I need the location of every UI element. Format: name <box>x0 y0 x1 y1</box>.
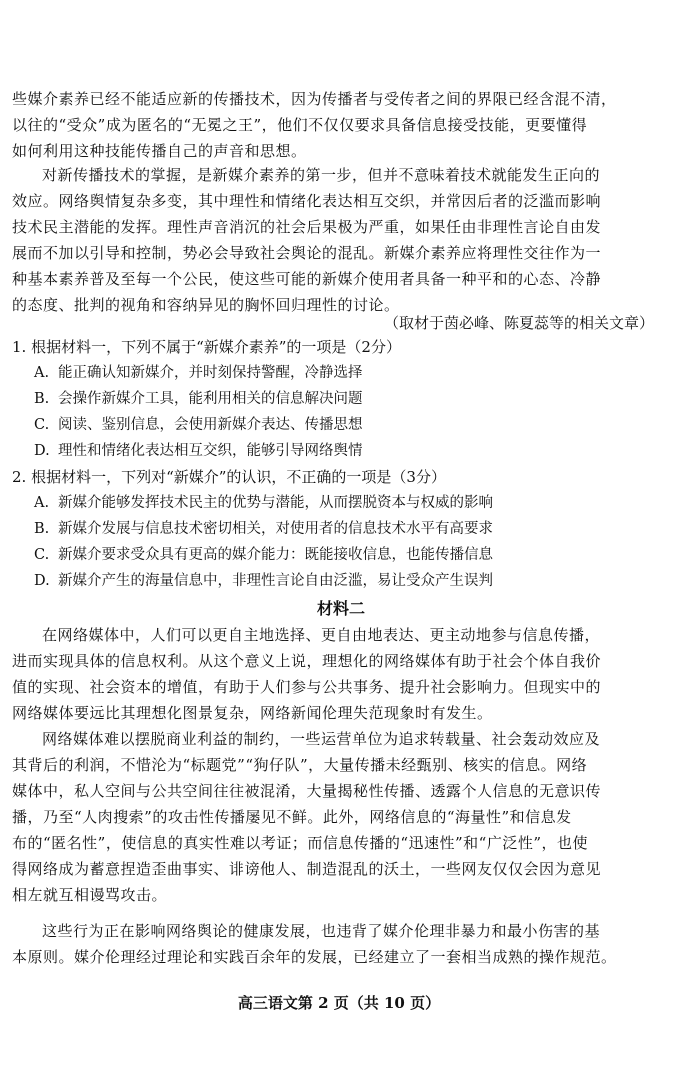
material1-paragraph-2 <box>12 162 670 318</box>
text-line: 的态度、批判的视角和容纳异见的胸怀回归理性的讨论。 <box>12 296 400 314</box>
question-2-option-a[interactable]: A. 新媒介能够发挥技术民主的优势与潜能，从而摆脱资本与权威的影响 <box>34 495 493 511</box>
text-line: 这些行为正在影响网络舆论的健康发展，也违背了媒介伦理非暴力和最小伤害的基 <box>42 922 601 940</box>
question-2-option-c[interactable]: C. 新媒介要求受众具有更高的媒介能力：既能接收信息，也能传播信息 <box>34 547 493 563</box>
text-line: 进而实现具体的信息权利。从这个意义上说，理想化的网络媒体有助于社会个体自我价 <box>12 652 602 670</box>
text-line: 网络媒体难以摆脱商业利益的制约，一些运营单位为追求转载量、社会轰动效应及 <box>42 730 601 748</box>
text-line: 技术民主潜能的发挥。理性声音消沉的社会后果极为严重，如果任由非理性言论自由发 <box>12 218 602 236</box>
question-2-option-b[interactable]: B. 新媒介发展与信息技术密切相关，对使用者的信息技术水平有高要求 <box>34 521 493 537</box>
page-footer: 高三语文第 2 页（共 10 页） <box>237 994 441 1012</box>
text-line: 对新传播技术的掌握，是新媒介素养的第一步，但并不意味着技术就能发生正向的 <box>42 166 601 184</box>
material2-paragraph-3 <box>12 918 670 970</box>
material1-tail-paragraph <box>12 86 670 164</box>
question-2-option-d[interactable]: D. 新媒介产生的海量信息中，非理性言论自由泛滥，易让受众产生误判 <box>34 573 493 589</box>
question-1-option-c[interactable]: C. 阅读、鉴别信息，会使用新媒介表达、传播思想 <box>34 417 363 433</box>
text-line: 本原则。媒介伦理经过理论和实践百余年的发展，已经建立了一套相当成熟的操作规范。 <box>12 948 617 966</box>
question-1-option-b[interactable]: B. 会操作新媒介工具，能利用相关的信息解决问题 <box>34 391 363 407</box>
question-2 <box>12 464 670 594</box>
text-line: 种基本素养普及至每一个公民，使这些可能的新媒介使用者具备一种平和的心态、冷静 <box>12 270 602 288</box>
text-line: 效应。网络舆情复杂多变，其中理性和情绪化表达相互交织，并常因后者的泛滥而影响 <box>12 192 602 210</box>
text-line: 其背后的利润，不惜沦为“标题党”“狗仔队”，大量传播未经甄别、核实的信息。网络 <box>12 756 588 774</box>
source-note: （取材于茵必峰、陈夏蕊等的相关文章） <box>383 314 654 332</box>
text-line: 在网络媒体中，人们可以更自主地选择、更自由地表达、更主动地参与信息传播， <box>42 626 601 644</box>
question-1-option-a[interactable]: A. 能正确认知新媒介，并时刻保持警醒，冷静选择 <box>34 365 363 381</box>
question-1 <box>12 334 670 464</box>
text-line: 得网络成为蓄意捏造歪曲事实、诽谤他人、制造混乱的沃土，一些网友仅仅会因为意见 <box>12 860 602 878</box>
material2-title: 材料二 <box>316 599 365 618</box>
text-line: 布的“匿名性”，使信息的真实性难以考证；而信息传播的“迅速性”和“广泛性”，也使 <box>12 834 589 852</box>
question-1-option-d[interactable]: D. 理性和情绪化表达相互交织，能够引导网络舆情 <box>34 443 363 459</box>
text-line: 些媒介素养已经不能适应新的传播技术，因为传播者与受传者之间的界限已经含混不清， <box>12 90 617 108</box>
text-line: 网络媒体要远比其理想化图景复杂，网络新闻伦理失范现象时有发生。 <box>12 704 493 722</box>
material2-paragraph-2 <box>12 726 670 908</box>
material2-paragraph-1 <box>12 622 670 726</box>
text-line: 相左就互相谩骂攻击。 <box>12 886 168 904</box>
question-2-stem: 2. 根据材料一，下列对“新媒介”的认识，不正确的一项是（3分） <box>12 468 446 486</box>
question-1-stem: 1. 根据材料一，下列不属于“新媒介素养”的一项是（2分） <box>12 338 401 356</box>
text-line: 播，乃至“人肉搜索”的攻击性传播屡见不鲜。此外，网络信息的“海量性”和信息发 <box>12 808 572 826</box>
text-line: 值的实现、社会资本的增值，有助于人们参与公共事务、提升社会影响力。但现实中的 <box>12 678 602 696</box>
text-line: 如何利用这种技能传播自己的声音和思想。 <box>12 142 307 160</box>
text-line: 展而不加以引导和控制，势必会导致社会舆论的混乱。新媒介素养应将理性交往作为一 <box>12 244 602 262</box>
text-line: 媒体中，私人空间与公共空间往往被混淆，大量揭秘性传播、透露个人信息的无意识传 <box>12 782 602 800</box>
text-line: 以往的“受众”成为匿名的“无冕之王”，他们不仅仅要求具备信息接受技能，更要懂得 <box>12 116 588 134</box>
